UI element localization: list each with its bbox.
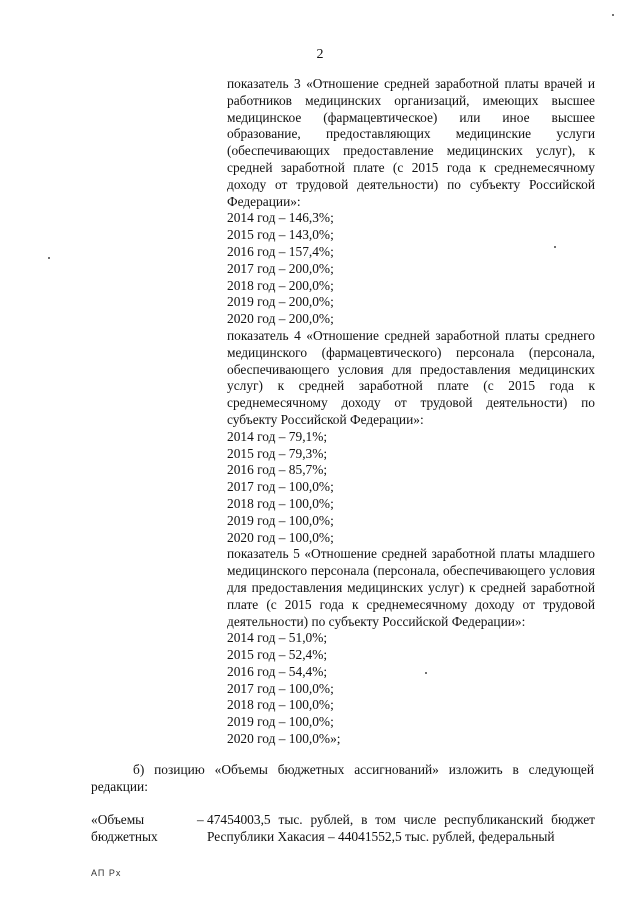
indicators-block	[227, 76, 595, 748]
indicator-year-value: 2014 год – 146,3%;	[227, 210, 334, 226]
indicator-year-value: 2020 год – 100,0%»;	[227, 731, 341, 747]
indicator-title: показатель 3 «Отношение средней заработной платы врачей и работников медицинских организаций, имеющих высшее медицинское (фармацевтическое) или иное высшее образование, предоставляющих медицинские услуги (обеспечивающих предоставление медицинских услуг), к средней заработной плате (с 2015 года к среднемесячному доходу от трудовой деятельности) по субъекту Российской Федерации»:	[227, 76, 595, 209]
indicator-year-value: 2020 год – 100,0%;	[227, 529, 334, 545]
indicator-year-value: 2019 год – 100,0%;	[227, 512, 334, 528]
section-b	[91, 762, 594, 796]
scan-speck	[554, 246, 556, 248]
indicator-5	[227, 546, 595, 748]
indicator-year-value: 2015 год – 52,4%;	[227, 647, 328, 663]
indicator-year-value: 2019 год – 200,0%;	[227, 294, 334, 310]
scan-speck	[425, 672, 427, 674]
section-b-paragraph: б) позицию «Объемы бюджетных ассигнований» изложить в следующей редакции:	[91, 762, 594, 794]
scan-speck	[48, 257, 50, 259]
indicator-year-value: 2015 год – 143,0%;	[227, 227, 334, 243]
budget-volumes-label: «Объемы бюджетных	[91, 812, 158, 844]
footer-mark: АП Рх	[91, 868, 122, 878]
indicator-year-value: 2014 год – 79,1%;	[227, 428, 328, 444]
scan-speck	[612, 14, 614, 16]
indicator-year-value: 2018 год – 100,0%;	[227, 495, 334, 511]
indicator-year-value: 2016 год – 157,4%;	[227, 243, 334, 259]
indicator-year-value: 2016 год – 54,4%;	[227, 663, 328, 679]
indicator-year-value: 2018 год – 100,0%;	[227, 697, 334, 713]
indicator-year-value: 2017 год – 100,0%;	[227, 479, 334, 495]
indicator-year-value: 2016 год – 85,7%;	[227, 462, 328, 478]
indicator-3	[227, 76, 595, 328]
indicator-year-value: 2017 год – 100,0%;	[227, 680, 334, 696]
indicator-year-value: 2018 год – 200,0%;	[227, 277, 334, 293]
budget-volumes-text: 47454003,5 тыс. рублей, в том числе республиканский бюджет Республики Хакасия – 44041552,5 тыс. рублей, федеральный	[207, 812, 595, 844]
page-number: 2	[316, 47, 324, 62]
indicator-4	[227, 328, 595, 546]
indicator-year-value: 2020 год – 200,0%;	[227, 311, 334, 327]
indicator-year-value: 2017 год – 200,0%;	[227, 260, 334, 276]
indicator-title: показатель 5 «Отношение средней заработной платы младшего медицинского персонала (персонала, обеспечивающего условия для предоставления медицинских услуг) к средней заработной плате (с 2015 года к среднемесячному доходу от трудовой деятельности) по субъекту Российской Федерации»:	[227, 546, 595, 629]
indicator-year-value: 2019 год – 100,0%;	[227, 714, 334, 730]
indicator-title: показатель 4 «Отношение средней заработной платы среднего медицинского (фармацевтического) персонала (персонала, обеспечивающего условия для предоставления медицинских услуг) к средней заработной плате (с 2015 года к среднемесячному доходу от трудовой деятельности) по субъекту Российской Федерации»:	[227, 327, 595, 427]
indicator-year-value: 2015 год – 79,3%;	[227, 445, 328, 461]
budget-volumes-dash: –	[197, 812, 204, 827]
indicator-year-value: 2014 год – 51,0%;	[227, 630, 328, 646]
